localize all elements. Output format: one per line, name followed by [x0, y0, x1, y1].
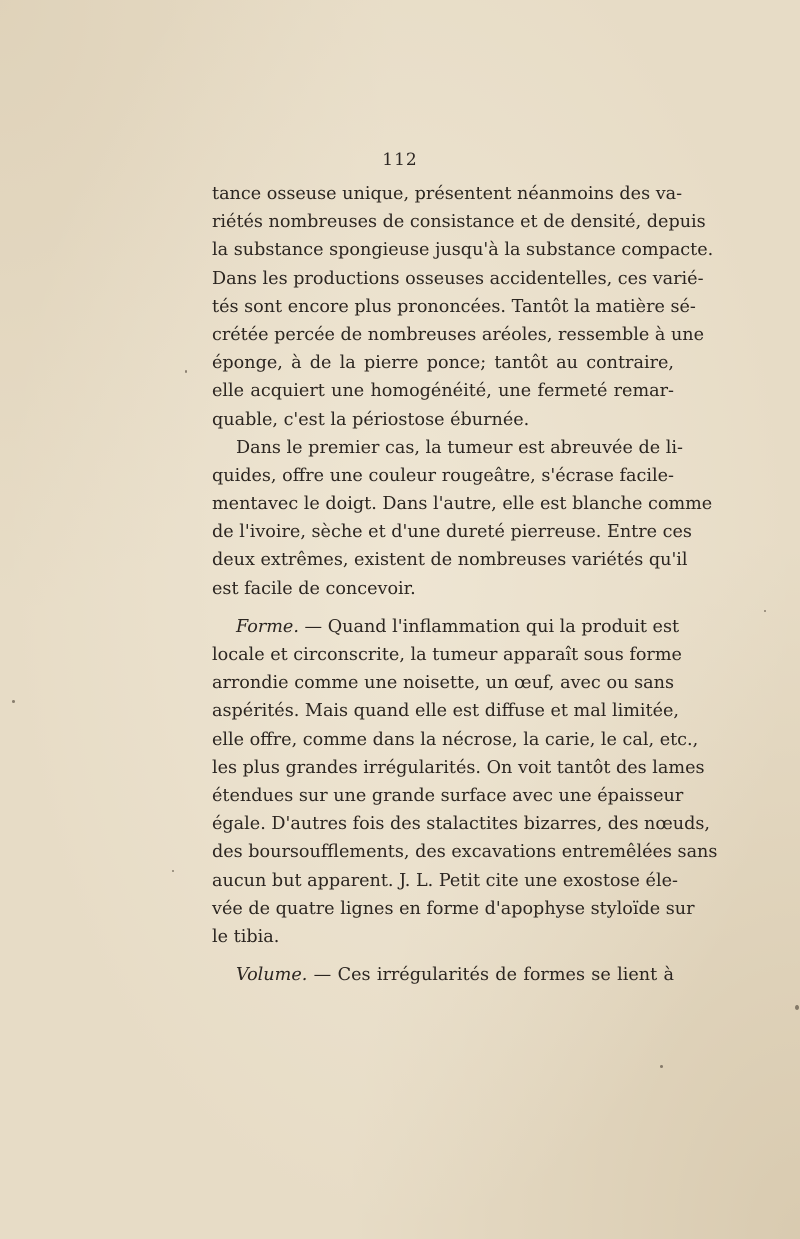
section-heading-volume: Volume.	[236, 965, 308, 986]
text-line: la substance spongieuse jusqu'à la substance compacte.	[212, 240, 714, 261]
text-line: étendues sur une grande surface avec une épaisseur	[212, 785, 684, 806]
text-line: arrondie comme une noisette, un œuf, avec ou sans	[212, 673, 674, 694]
paragraph-volume	[212, 961, 674, 989]
paragraph-1	[212, 180, 714, 434]
text-line: quable, c'est la périostose éburnée.	[212, 409, 530, 430]
section-heading-forme: Forme.	[236, 616, 299, 637]
text-line: les plus grandes irrégularités. On voit tantôt des lames	[212, 757, 705, 778]
text-run: — Ces irrégularités de formes se lient à	[307, 965, 674, 986]
text-line: quides, offre une couleur rougeâtre, s'écrase facile-	[212, 465, 674, 486]
text-line: elle offre, comme dans la nécrose, la carie, le cal, etc.,	[212, 729, 699, 750]
body-text	[212, 180, 718, 989]
text-line: de l'ivoire, sèche et d'une dureté pierreuse. Entre ces	[212, 522, 692, 543]
paragraph-gap	[212, 951, 674, 961]
text-line: Dans le premier cas, la tumeur est abreuvée de li-	[236, 437, 683, 458]
text-line: Dans les productions osseuses accidentelles, ces varié-	[212, 268, 704, 289]
text-line: elle acquiert une homogénéité, une fermeté remar-	[212, 381, 674, 402]
paper-speck	[660, 1065, 663, 1068]
paper-speck	[12, 700, 15, 703]
text-line: vée de quatre lignes en forme d'apophyse styloïde sur	[212, 898, 695, 919]
paper-speck	[764, 610, 766, 612]
text-line: mentavec le doigt. Dans l'autre, elle est blanche comme	[212, 494, 713, 515]
text-line: crétée percée de nombreuses aréoles, ressemble à une	[212, 324, 705, 345]
text-line: tance osseuse unique, présentent néanmoins des va-	[212, 184, 683, 204]
paragraph-gap	[212, 603, 674, 613]
text-line: aspérités. Mais quand elle est diffuse et mal limitée,	[212, 701, 679, 722]
text-line: est facile de concevoir.	[212, 578, 416, 599]
paper-speck	[795, 1005, 799, 1010]
text-line	[212, 961, 674, 989]
text-line: éponge, à de la pierre ponce; tantôt au contraire,	[212, 353, 674, 374]
text-line: des boursoufflements, des excavations entremêlées sans	[212, 842, 718, 863]
paper-speck	[185, 370, 187, 373]
text-line: deux extrêmes, existent de nombreuses variétés qu'il	[212, 550, 688, 571]
paragraph-forme	[212, 613, 718, 951]
paper-speck	[172, 870, 174, 872]
text-line: égale. D'autres fois des stalactites bizarres, des nœuds,	[212, 814, 711, 835]
text-line: tés sont encore plus prononcées. Tantôt la matière sé-	[212, 296, 696, 317]
text-line: riétés nombreuses de consistance et de densité, depuis	[212, 212, 706, 233]
text-line: aucun but apparent. J. L. Petit cite une exostose éle-	[212, 870, 678, 891]
paragraph-2	[212, 434, 713, 603]
text-run: — Quand l'inflammation qui la produit est	[298, 616, 680, 637]
page-number: 112	[382, 150, 418, 170]
text-line	[212, 613, 680, 641]
text-line: le tibia.	[212, 926, 280, 947]
text-line: locale et circonscrite, la tumeur apparaît sous forme	[212, 645, 682, 665]
